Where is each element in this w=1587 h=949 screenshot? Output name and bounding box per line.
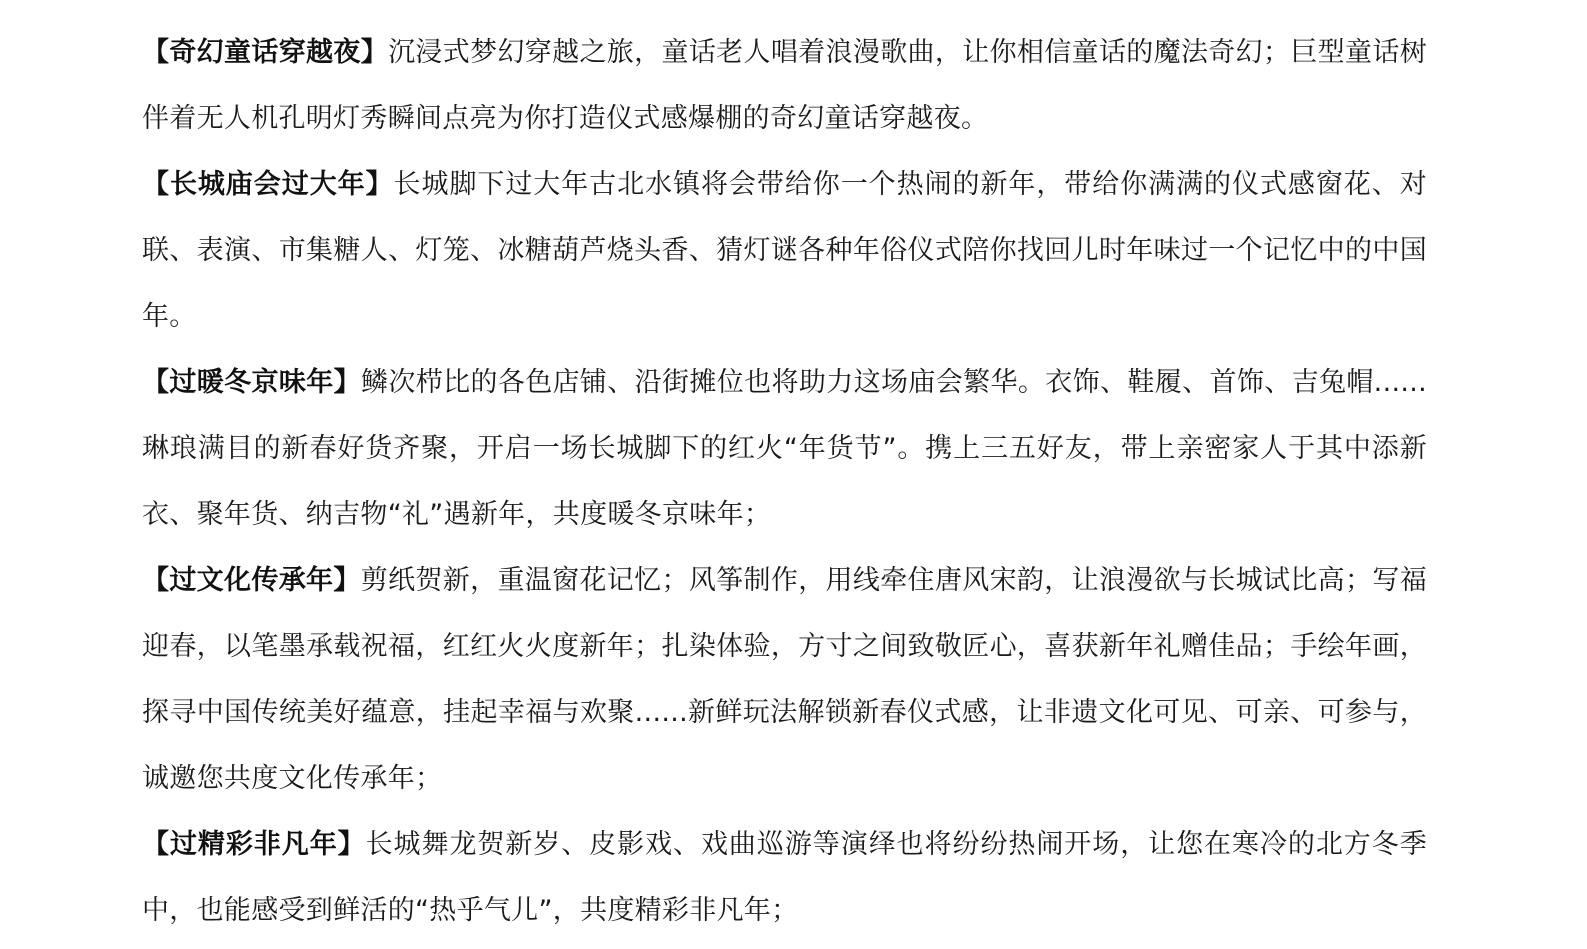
paragraph-heading: 【长城庙会过大年】 <box>142 169 394 200</box>
paragraph-culture-heritage-year <box>142 548 1427 812</box>
paragraph-text: 长城脚下过大年古北水镇将会带给你一个热闹的新年，带给你满满的仪式感窗花、对联、表演、市集糖人、灯笼、冰糖葫芦烧头香、猜灯谜各种年俗仪式陪你找回儿时年味过一个记忆中的中国年。 <box>142 169 1427 332</box>
paragraph-warm-winter-year <box>142 350 1427 548</box>
document-body <box>142 20 1427 944</box>
paragraph-heading: 【过暖冬京味年】 <box>142 367 361 398</box>
paragraph-heading: 【过文化传承年】 <box>142 565 361 596</box>
paragraph-text: 剪纸贺新，重温窗花记忆；风筝制作，用线牵住唐风宋韵，让浪漫欲与长城试比高；写福迎春，以笔墨承载祝福，红红火火度新年；扎染体验，方寸之间致敬匠心，喜获新年礼赠佳品；手绘年画，探寻中国传统美好蕴意，挂起幸福与欢聚......新鲜玩法解锁新春仪式感，让非遗文化可见、可亲、可参与，诚邀您共度文化传承年； <box>142 565 1427 794</box>
paragraph-heading: 【奇幻童话穿越夜】 <box>142 37 389 68</box>
paragraph-text: 长城舞龙贺新岁、皮影戏、戏曲巡游等演绎也将纷纷热闹开场，让您在寒冷的北方冬季中，也能感受到鲜活的“热乎气儿”，共度精彩非凡年； <box>142 829 1427 926</box>
paragraph-fairy-tale-night <box>142 20 1427 152</box>
paragraph-great-wall-fair <box>142 152 1427 350</box>
paragraph-splendid-year <box>142 812 1427 944</box>
paragraph-text: 鳞次栉比的各色店铺、沿街摊位也将助力这场庙会繁华。衣饰、鞋履、首饰、吉兔帽......琳琅满目的新春好货齐聚，开启一场长城脚下的红火“年货节”。携上三五好友，带上亲密家人于其中添新衣、聚年货、纳吉物“礼”遇新年，共度暖冬京味年； <box>142 367 1427 530</box>
paragraph-text: 沉浸式梦幻穿越之旅，童话老人唱着浪漫歌曲，让你相信童话的魔法奇幻；巨型童话树伴着无人机孔明灯秀瞬间点亮为你打造仪式感爆棚的奇幻童话穿越夜。 <box>142 37 1427 134</box>
paragraph-heading: 【过精彩非凡年】 <box>142 829 366 860</box>
